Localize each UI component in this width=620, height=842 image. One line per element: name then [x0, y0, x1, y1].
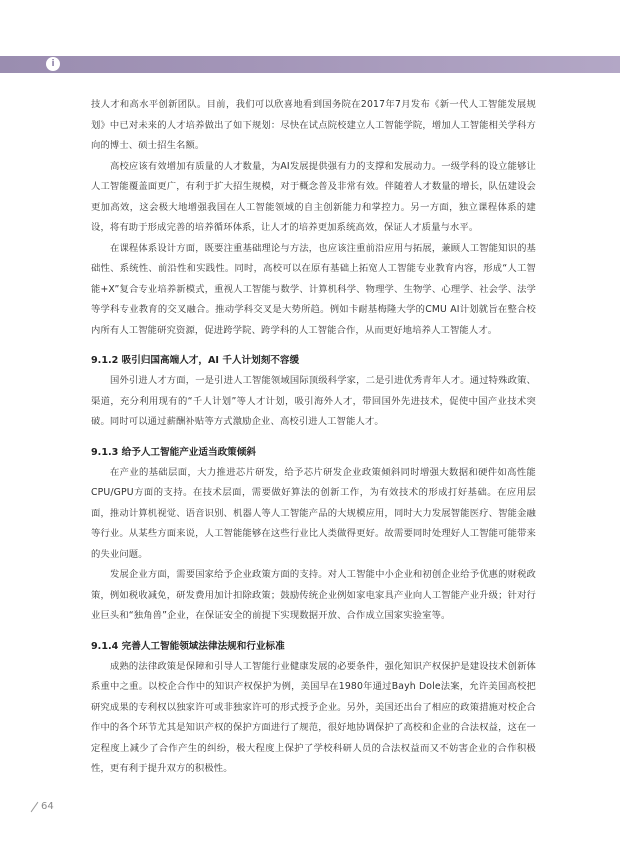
page-footer: [30, 801, 54, 812]
section-heading-9-1-4: 9.1.4 完善人工智能领域法律法规和行业标准: [91, 640, 285, 652]
paragraph-3: 在课程体系设计方面，既要注重基础理论与方法，也应该注重前沿应用与拓展，兼顾人工智能知识的基础性、系统性、前沿性和实践性。同时，高校可以在原有基础上拓宽人工智能专业教育内容，形成“人工智能+X”复合专业培养新模式，重视人工智能与数学、计算机科学、物理学、生物学、心理学、社会学、法学等学科专业教育的交叉融合。推动学科交叉是大势所趋。例如卡耐基梅隆大学的CMU AI计划就旨在整合校内所有人工智能研究资源，促进跨学院、跨学科的人工智能合作，从而更好地培养人工智能人才。: [91, 242, 536, 336]
chapter-header-band: [0, 56, 620, 73]
paragraph-7: 成熟的法律政策是保障和引导人工智能行业健康发展的必要条件，强化知识产权保护是建设技术创新体系重中之重。以校企合作中的知识产权保护为例，美国早在1980年通过Bayh Dole法案，允许美国高校把研究成果的专利权以独家许可或非独家许可的形式授予企业。另外，美国还出台了相应的政策措施对校企合作中的各个环节尤其是知识产权的保护方面进行了规范，很好地协调保护了高校和企业的合法权益，这在一定程度上减少了合作产生的纠纷，极大程度上保护了学校科研人员的合法权益而又不妨害企业的合作积极性，更有利于提升双方的积极性。: [91, 660, 536, 774]
paragraph-5: 在产业的基础层面，大力推进芯片研发，给予芯片研发企业政策倾斜同时增强大数据和硬件如高性能CPU/GPU方面的支持。在技术层面，需要做好算法的创新工作，为有效技术的形成打好基础。在应用层面，推动计算机视觉、语音识别、机器人等人工智能产品的大规模应用，同时大力发展智能医疗、智能金融等行业。从某些方面来说，人工智能能够在这些行业比人类做得更好。故需要同时处理好人工智能可能带来的失业问题。: [91, 466, 536, 560]
section-heading-9-1-3: 9.1.3 给予人工智能产业适当政策倾斜: [91, 446, 256, 458]
page-number: 64: [41, 801, 54, 812]
paragraph-6: 发展企业方面，需要国家给予企业政策方面的支持。对人工智能中小企业和初创企业给予优惠的财税政策，例如税收减免，研发费用加计扣除政策；鼓励传统企业例如家电家具产业向人工智能产业升级；针对行业巨头和“独角兽”企业，在保证安全的前提下实现数据开放、合作成立国家实验室等。: [91, 569, 536, 621]
section-heading-9-1-2: 9.1.2 吸引归国高端人才，AI 千人计划刻不容缓: [91, 355, 300, 366]
paragraph-4: 国外引进人才方面，一是引进人工智能领域国际顶级科学家，二是引进优秀青年人才。通过特殊政策、渠道，充分利用现有的“千人计划”等人才计划，吸引海外人才，带回国外先进技术，促使中国产业技术突破。同时可以通过薪酬补贴等方式激励企业、高校引进人工智能人才。: [91, 375, 536, 427]
paragraph-1: 技人才和高水平创新团队。目前，我们可以欣喜地看到国务院在2017年7月发布《新一代人工智能发展规划》中已对未来的人才培养做出了如下规划：尽快在试点院校建立人工智能学院，增加人工智能相关学科方向的博士、硕士招生名额。: [91, 99, 536, 151]
page-body: [91, 95, 536, 780]
paragraph-2: 高校应该有效增加有质量的人才数量，为AI发展提供强有力的支撑和发展动力。一级学科的设立能够让人工智能覆盖面更广，有利于扩大招生规模，对于概念普及非常有效。伴随着人才数量的增长，队伍建设会更加高效，这会极大地增强我国在人工智能领域的自主创新能力和掌控力。另一方面，独立课程体系的建设，将有助于形成完善的培养循环体系，让人才的培养更加系统高效，保证人才质量与水平。: [91, 160, 536, 233]
info-icon: [46, 57, 60, 71]
info-icon-glyph: i: [51, 58, 55, 69]
slash-icon: [30, 802, 38, 812]
